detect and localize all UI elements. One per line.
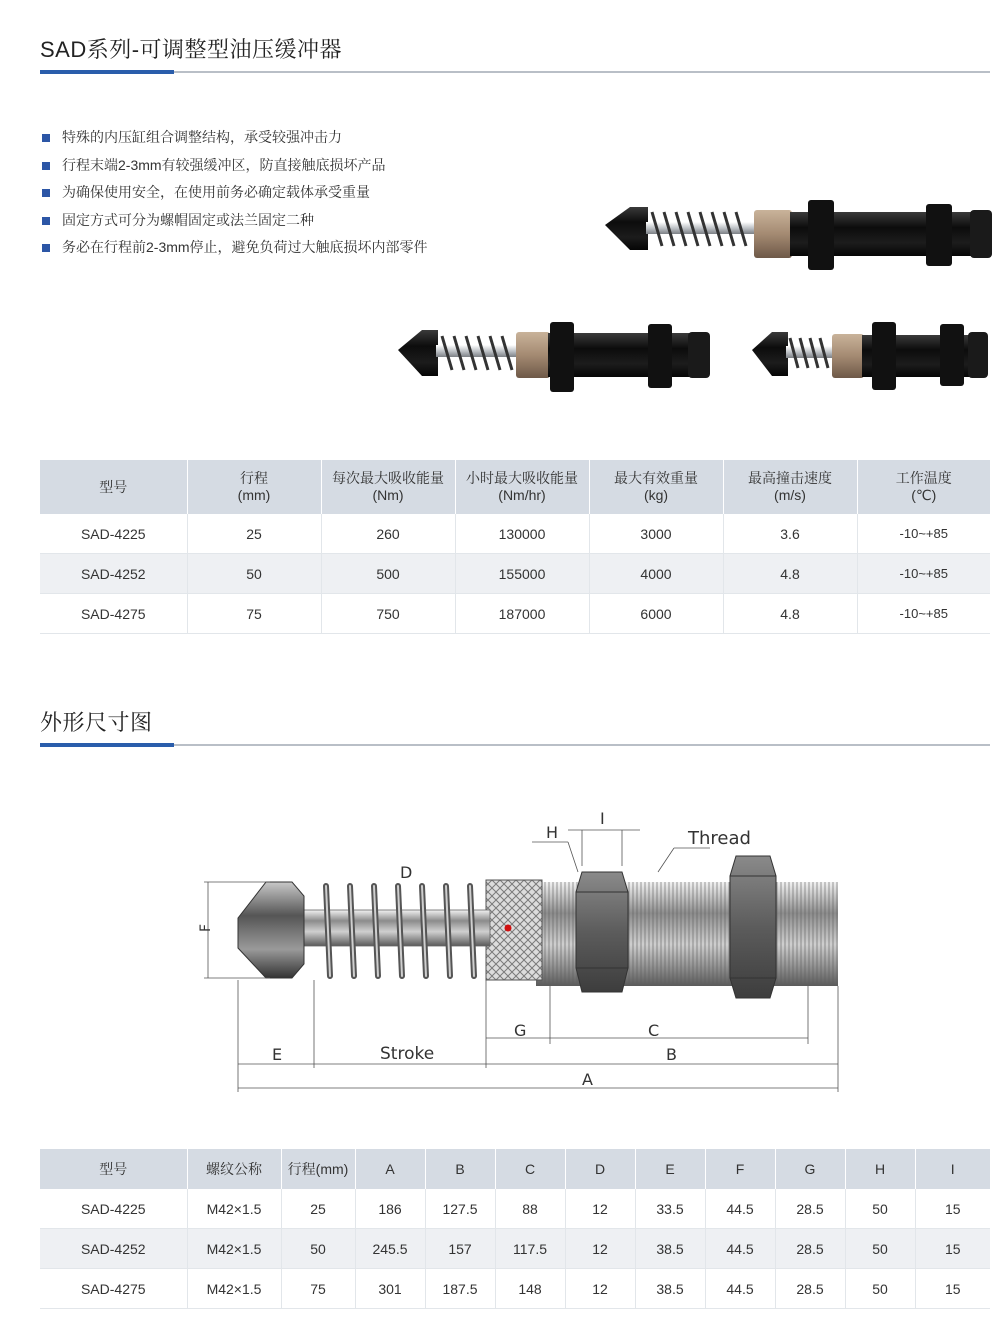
table-cell: 301 (355, 1269, 425, 1309)
section-divider-accent (40, 70, 174, 74)
dim-header-thread: 螺纹公称 (187, 1149, 281, 1189)
table-cell: 75 (281, 1269, 355, 1309)
table-cell: 12 (565, 1189, 635, 1229)
dimension-table-header-row (40, 1149, 990, 1189)
table-cell: -10~+85 (857, 514, 990, 554)
table-cell: 4000 (589, 554, 723, 594)
table-cell: 750 (321, 594, 455, 634)
table-cell: -10~+85 (857, 594, 990, 634)
table-cell: SAD-4225 (40, 1189, 187, 1229)
table-cell: -10~+85 (857, 554, 990, 594)
dimension-table (40, 1149, 990, 1309)
table-cell: 187000 (455, 594, 589, 634)
table-cell: 4.8 (723, 594, 857, 634)
spec-header-max-weight: 最大有效重量 (kg) (589, 460, 723, 514)
feature-item: 为确保使用安全，在使用前务必确定载体承受重量 (42, 179, 428, 207)
table-cell: SAD-4275 (40, 1269, 187, 1309)
feature-item: 务必在行程前2-3mm停止，避免负荷过大触底损坏内部零件 (42, 234, 428, 262)
table-cell: 28.5 (775, 1189, 845, 1229)
table-cell: 75 (187, 594, 321, 634)
table-row (40, 1229, 990, 1269)
dim-header-stroke: 行程(mm) (281, 1149, 355, 1189)
label-C: C (648, 1021, 660, 1040)
table-cell: 130000 (455, 514, 589, 554)
table-cell: 25 (281, 1189, 355, 1229)
drawing-rod-spring (298, 886, 490, 976)
table-cell: 186 (355, 1189, 425, 1229)
table-cell: 28.5 (775, 1269, 845, 1309)
spec-header-stroke: 行程 (mm) (187, 460, 321, 514)
dim-header-i: I (915, 1149, 990, 1189)
spec-header-temperature: 工作温度 (℃) (857, 460, 990, 514)
table-cell: SAD-4225 (40, 514, 187, 554)
dim-header-e: E (635, 1149, 705, 1189)
table-cell: 50 (845, 1269, 915, 1309)
dim-header-d: D (565, 1149, 635, 1189)
section-divider-accent (40, 743, 174, 747)
table-cell: 38.5 (635, 1229, 705, 1269)
table-cell: 38.5 (635, 1269, 705, 1309)
table-row (40, 1269, 990, 1309)
table-cell: 50 (187, 554, 321, 594)
table-cell: 117.5 (495, 1229, 565, 1269)
table-cell: 44.5 (705, 1189, 775, 1229)
table-cell: 50 (845, 1189, 915, 1229)
feature-item: 行程末端2-3mm有较强缓冲区，防直接触底损坏产品 (42, 152, 428, 180)
table-cell: 4.8 (723, 554, 857, 594)
dim-header-b: B (425, 1149, 495, 1189)
table-cell: 148 (495, 1269, 565, 1309)
table-cell: 127.5 (425, 1189, 495, 1229)
table-cell: M42×1.5 (187, 1229, 281, 1269)
table-cell: 33.5 (635, 1189, 705, 1229)
table-cell: 50 (845, 1229, 915, 1269)
table-cell: 187.5 (425, 1269, 495, 1309)
section-divider (40, 71, 990, 73)
table-cell: 15 (915, 1229, 990, 1269)
feature-item: 特殊的内压缸组合调整结构，承受较强冲击力 (42, 124, 428, 152)
table-cell: M42×1.5 (187, 1189, 281, 1229)
table-cell: 6000 (589, 594, 723, 634)
table-cell: 245.5 (355, 1229, 425, 1269)
section-divider (40, 744, 990, 746)
table-cell: 50 (281, 1229, 355, 1269)
absorber-photo-large (605, 200, 992, 270)
spec-header-model: 型号 (40, 460, 187, 514)
dim-header-h: H (845, 1149, 915, 1189)
feature-item: 固定方式可分为螺帽固定或法兰固定二种 (42, 207, 428, 235)
absorber-photo-small (752, 322, 988, 390)
table-cell: 88 (495, 1189, 565, 1229)
table-cell: 157 (425, 1229, 495, 1269)
dimension-drawing (180, 800, 860, 1100)
table-cell: 3000 (589, 514, 723, 554)
label-H: H (546, 823, 559, 842)
dim-header-g: G (775, 1149, 845, 1189)
dim-header-model: 型号 (40, 1149, 187, 1189)
drawing-cap (238, 882, 304, 978)
table-cell: 15 (915, 1269, 990, 1309)
table-cell: 3.6 (723, 514, 857, 554)
table-cell: 12 (565, 1229, 635, 1269)
label-I: I (600, 809, 605, 828)
table-row (40, 594, 990, 634)
table-cell: 15 (915, 1189, 990, 1229)
feature-list (42, 124, 428, 262)
table-cell: SAD-4275 (40, 594, 187, 634)
table-cell: 44.5 (705, 1229, 775, 1269)
dim-header-f: F (705, 1149, 775, 1189)
label-F: F (198, 923, 214, 932)
dim-header-c: C (495, 1149, 565, 1189)
spec-table-header-row (40, 460, 990, 514)
table-cell: 12 (565, 1269, 635, 1309)
adjust-marker-dot (505, 925, 512, 932)
table-row (40, 554, 990, 594)
label-D: D (400, 863, 413, 882)
drawing-body (486, 856, 838, 998)
dim-header-a: A (355, 1149, 425, 1189)
table-row (40, 514, 990, 554)
table-cell: M42×1.5 (187, 1269, 281, 1309)
table-cell: 500 (321, 554, 455, 594)
table-cell: 44.5 (705, 1269, 775, 1309)
table-cell: 25 (187, 514, 321, 554)
table-cell: 28.5 (775, 1229, 845, 1269)
section-title-dimensions: 外形尺寸图 (40, 710, 153, 735)
spec-header-energy-per-hour: 小时最大吸收能量 (Nm/hr) (455, 460, 589, 514)
product-photos (380, 190, 995, 400)
table-cell: 260 (321, 514, 455, 554)
label-thread: Thread (688, 828, 751, 849)
spec-table (40, 460, 990, 634)
absorber-photo-medium (398, 322, 710, 392)
label-E: E (272, 1045, 283, 1064)
label-G: G (514, 1021, 527, 1040)
table-cell: 155000 (455, 554, 589, 594)
table-cell: SAD-4252 (40, 1229, 187, 1269)
label-A: A (582, 1070, 593, 1089)
label-B: B (666, 1045, 677, 1064)
spec-header-energy-per-cycle: 每次最大吸收能量 (Nm) (321, 460, 455, 514)
table-row (40, 1189, 990, 1229)
spec-header-max-speed: 最高撞击速度 (m/s) (723, 460, 857, 514)
section-title-series: SAD系列-可调整型油压缓冲器 (40, 37, 343, 62)
table-cell: SAD-4252 (40, 554, 187, 594)
label-stroke: Stroke (380, 1044, 435, 1064)
